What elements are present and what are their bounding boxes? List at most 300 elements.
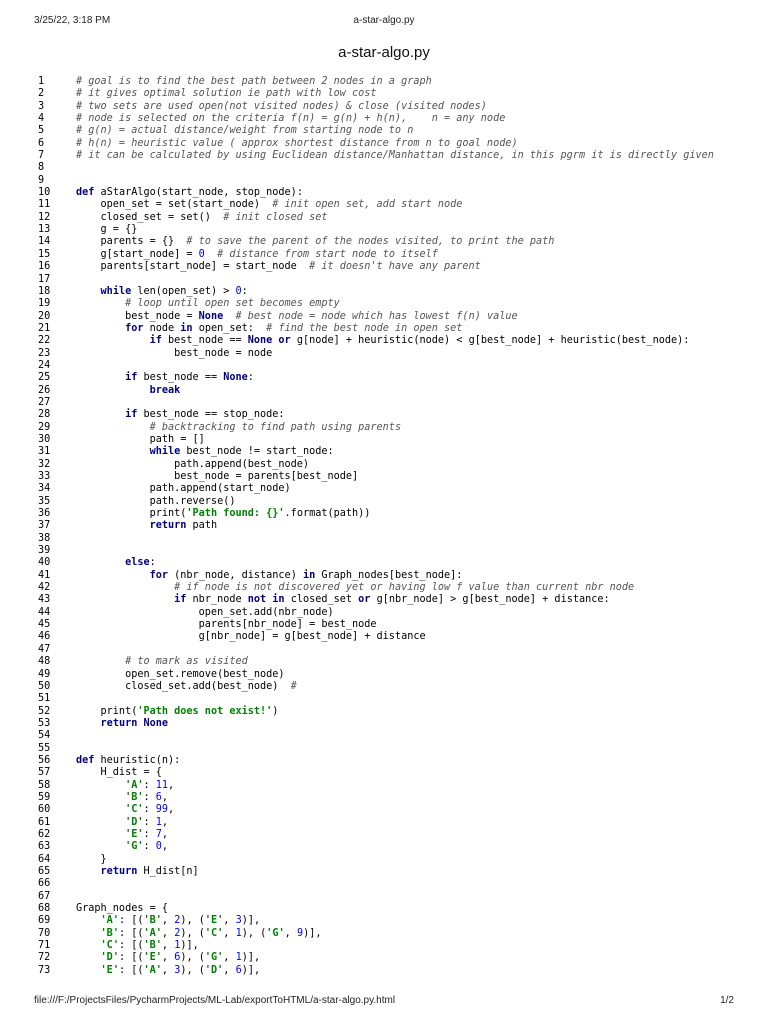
- code-line: [38, 915, 748, 927]
- code-token: open_set = set(start_node): [76, 199, 273, 211]
- code-line: [38, 903, 748, 915]
- code-token: 'B': [100, 927, 119, 939]
- code-line: [38, 434, 748, 446]
- code-token: 'Path found: {}': [186, 508, 285, 520]
- code-token: [76, 792, 125, 803]
- code-token: : [(: [118, 940, 144, 952]
- line-number: 64: [38, 853, 51, 865]
- code-token: H_dist[n]: [143, 866, 199, 877]
- line-number: 67: [38, 890, 51, 902]
- line-number: 1: [38, 76, 45, 87]
- line-number: 34: [38, 483, 51, 495]
- code-token: [76, 804, 125, 815]
- code-token: 'G': [204, 952, 224, 964]
- code-line: [38, 335, 748, 347]
- code-token: path: [192, 520, 218, 532]
- line-number: 11: [38, 199, 51, 211]
- line-number: 12: [38, 211, 51, 223]
- code-token: ,: [284, 927, 297, 939]
- code-line: [38, 88, 748, 100]
- code-token: len(open_set) >: [137, 285, 236, 297]
- code-line: [38, 360, 748, 372]
- code-token: ), (: [180, 952, 205, 964]
- code-line: [38, 520, 748, 532]
- code-token: ,: [161, 940, 175, 952]
- code-token: ,: [161, 927, 175, 939]
- code-token: 9: [296, 927, 304, 939]
- code-line: [38, 854, 748, 866]
- code-token: def: [76, 187, 101, 199]
- line-number: 45: [38, 619, 51, 631]
- code-line: [38, 483, 748, 495]
- code-token: while: [149, 446, 187, 458]
- line-number: 62: [38, 828, 51, 840]
- code-token: # goal is to find the best path between 2 nodes in a graph: [76, 76, 432, 87]
- code-token: # it gives optimal solution ie path with low cost: [76, 88, 377, 100]
- code-token: [76, 557, 125, 568]
- code-token: parents[start_node] = start_node: [76, 261, 310, 273]
- code-token: [76, 817, 125, 828]
- code-token: ,: [223, 915, 236, 927]
- code-line: [38, 385, 748, 397]
- code-token: H_dist = {: [76, 767, 162, 779]
- code-token: break: [149, 384, 181, 396]
- code-token: ,: [223, 964, 236, 976]
- code-token: print(: [76, 705, 138, 717]
- code-token: [76, 965, 101, 976]
- code-token: [76, 718, 101, 729]
- code-line: [38, 693, 748, 705]
- code-token: heuristic(n):: [100, 754, 181, 766]
- code-token: # if node is not discovered yet or having low f value than current nbr node: [174, 582, 635, 594]
- code-token: ,: [161, 841, 169, 853]
- code-token: best_node = node: [76, 347, 273, 359]
- code-token: # two sets are used open(not visited nodes) & close (visited nodes): [76, 100, 487, 112]
- line-number: 59: [38, 791, 51, 803]
- code-token: [76, 298, 125, 309]
- line-number: 14: [38, 236, 51, 248]
- code-token: (nbr_node, distance): [174, 569, 303, 581]
- line-number: 46: [38, 631, 51, 643]
- code-token: 'A': [100, 915, 119, 927]
- code-token: if: [125, 372, 144, 384]
- code-token: Graph_nodes[best_node]:: [321, 569, 463, 581]
- code-token: g[start_node] =: [76, 248, 199, 260]
- code-token: # g(n) = actual distance/weight from starting node to n: [76, 125, 414, 137]
- line-number: 43: [38, 594, 51, 606]
- code-token: open_set.add(nbr_node): [76, 606, 334, 618]
- code-token: )],: [241, 952, 261, 964]
- code-token: # best node = node which has lowest f(n) value: [235, 310, 518, 322]
- code-line: [38, 594, 748, 606]
- code-line: [38, 471, 748, 483]
- code-line: [38, 829, 748, 841]
- line-number: 28: [38, 409, 51, 421]
- line-number: 4: [38, 113, 45, 125]
- code-token: 0: [198, 248, 205, 260]
- code-line: [38, 101, 748, 113]
- line-number: 37: [38, 520, 51, 532]
- code-line: [38, 311, 748, 323]
- code-token: )],: [241, 915, 261, 927]
- code-token: [223, 311, 235, 322]
- line-number: 33: [38, 471, 51, 482]
- code-line: [38, 631, 748, 643]
- code-token: [76, 286, 101, 297]
- code-line: [38, 644, 748, 656]
- line-number: 51: [38, 693, 51, 705]
- line-number: 6: [38, 137, 45, 149]
- code-token: }: [76, 853, 107, 865]
- line-number: 53: [38, 717, 51, 729]
- line-number: 2: [38, 88, 45, 100]
- code-listing: [38, 76, 748, 977]
- code-token: 6: [155, 791, 162, 803]
- line-number: 56: [38, 754, 51, 766]
- code-token: parents = {}: [76, 236, 187, 248]
- code-line: [38, 175, 748, 187]
- code-token: in: [180, 322, 199, 334]
- code-token: :: [143, 816, 156, 828]
- code-token: :: [247, 372, 254, 384]
- code-token: )],: [303, 927, 322, 939]
- line-number: 73: [38, 964, 51, 976]
- code-line: [38, 952, 748, 964]
- code-token: 3: [174, 964, 181, 976]
- code-token: 'G': [125, 841, 144, 853]
- code-line: [38, 372, 748, 384]
- code-line: [38, 743, 748, 755]
- code-line: [38, 718, 748, 730]
- code-token: path.reverse(): [76, 495, 236, 507]
- code-token: [76, 656, 125, 667]
- line-number: 22: [38, 335, 51, 347]
- code-token: closed_set = set(): [76, 211, 224, 223]
- code-line: [38, 496, 748, 508]
- code-line: [38, 113, 748, 125]
- code-line: [38, 767, 748, 779]
- line-number: 35: [38, 495, 51, 507]
- code-token: for: [125, 322, 150, 334]
- line-number: 19: [38, 298, 51, 310]
- code-line: [38, 792, 748, 804]
- code-token: :: [143, 779, 156, 791]
- code-token: 'A': [143, 964, 162, 976]
- code-token: : [(: [118, 964, 144, 976]
- line-number: 9: [38, 174, 45, 186]
- code-token: for: [149, 569, 175, 581]
- code-token: or: [358, 594, 377, 606]
- code-token: node: [149, 322, 181, 334]
- code-line: [38, 422, 748, 434]
- code-line: [38, 459, 748, 471]
- code-line: [38, 533, 748, 545]
- code-token: g[node] + heuristic(node) < g[best_node] + heuristic(best_node):: [296, 335, 690, 347]
- code-line: [38, 298, 748, 310]
- code-line: [38, 755, 748, 767]
- code-token: # loop until open set becomes empty: [125, 298, 340, 310]
- code-token: [76, 446, 150, 457]
- code-token: g[nbr_node] > g[best_node] + distance:: [376, 594, 610, 606]
- code-token: best_node = parents[best_node]: [76, 471, 359, 482]
- line-number: 58: [38, 779, 51, 791]
- line-number: 60: [38, 804, 51, 816]
- code-line: [38, 656, 748, 668]
- code-line: [38, 323, 748, 335]
- code-line: [38, 965, 748, 977]
- code-line: [38, 681, 748, 693]
- line-number: 54: [38, 730, 51, 742]
- code-line: [38, 780, 748, 792]
- code-token: : [(: [118, 915, 144, 927]
- code-token: [76, 915, 101, 926]
- code-token: # distance from start node to itself: [217, 248, 438, 260]
- code-line: [38, 286, 748, 298]
- line-number: 20: [38, 310, 51, 322]
- code-token: 0: [155, 841, 162, 853]
- code-token: while: [100, 285, 138, 297]
- line-number: 48: [38, 656, 51, 668]
- code-line: [38, 274, 748, 286]
- code-line: [38, 669, 748, 681]
- line-number: 29: [38, 421, 51, 433]
- code-token: [76, 582, 174, 593]
- code-line: [38, 409, 748, 421]
- code-token: best_node ==: [143, 372, 224, 384]
- line-number: 3: [38, 100, 45, 112]
- code-token: :: [241, 285, 248, 297]
- line-number: 71: [38, 940, 51, 952]
- code-token: :: [143, 791, 156, 803]
- code-token: .format(path)): [284, 508, 371, 520]
- code-token: # to save the parent of the nodes visited, to print the path: [186, 236, 555, 248]
- code-line: [38, 582, 748, 594]
- code-line: [38, 187, 748, 199]
- code-token: ,: [161, 828, 169, 840]
- code-line: [38, 224, 748, 236]
- line-number: 69: [38, 915, 51, 927]
- code-line: [38, 804, 748, 816]
- code-token: open_set.remove(best_node): [76, 668, 285, 680]
- code-token: Graph_nodes = {: [76, 903, 169, 915]
- code-token: 'E': [143, 952, 162, 964]
- code-token: 6: [235, 964, 242, 976]
- line-number: 65: [38, 866, 51, 877]
- print-datetime: 3/25/22, 3:18 PM: [34, 15, 111, 26]
- code-token: return: [149, 520, 193, 532]
- code-line: [38, 162, 748, 174]
- code-token: 1: [235, 927, 242, 939]
- line-number: 25: [38, 372, 51, 384]
- code-token: 'E': [100, 964, 119, 976]
- line-number: 66: [38, 878, 51, 890]
- line-number: 26: [38, 384, 51, 396]
- code-token: 1: [174, 940, 181, 952]
- code-line: [38, 138, 748, 150]
- code-token: 'B': [143, 915, 162, 927]
- code-line: [38, 397, 748, 409]
- line-number: 38: [38, 532, 51, 544]
- line-number: 55: [38, 742, 51, 754]
- line-number: 8: [38, 162, 45, 174]
- code-token: [76, 335, 150, 346]
- line-number: 70: [38, 927, 51, 939]
- code-token: : [(: [118, 927, 144, 939]
- code-token: 'Path does not exist!': [137, 705, 273, 717]
- code-token: else: [125, 557, 150, 569]
- line-number: 44: [38, 606, 51, 618]
- code-token: 7: [155, 828, 162, 840]
- code-token: 'B': [125, 791, 144, 803]
- code-token: if: [149, 335, 169, 347]
- line-number: 52: [38, 705, 51, 717]
- line-number: 31: [38, 446, 51, 458]
- code-token: best_node == stop_node:: [143, 409, 285, 421]
- code-token: 'E': [204, 915, 224, 927]
- code-token: )],: [241, 964, 261, 976]
- code-token: ,: [223, 952, 236, 964]
- page-title: a-star-algo.py: [338, 44, 430, 61]
- code-token: [76, 594, 174, 605]
- code-token: [76, 866, 101, 877]
- code-token: g[nbr_node] = g[best_node] + distance: [76, 631, 426, 643]
- code-line: [38, 348, 748, 360]
- code-line: [38, 249, 748, 261]
- code-line: [38, 841, 748, 853]
- code-token: )],: [180, 940, 199, 952]
- code-token: [76, 829, 125, 840]
- code-token: :: [143, 841, 156, 853]
- code-line: [38, 940, 748, 952]
- code-token: 'D': [100, 952, 119, 964]
- code-line: [38, 236, 748, 248]
- line-number: 27: [38, 396, 51, 408]
- code-token: in: [302, 569, 322, 581]
- code-line: [38, 446, 748, 458]
- line-number: 32: [38, 458, 51, 470]
- code-line: [38, 607, 748, 619]
- code-line: [38, 570, 748, 582]
- code-token: if: [125, 409, 144, 421]
- code-token: ), (: [241, 927, 267, 939]
- code-line: [38, 125, 748, 137]
- code-token: path.append(start_node): [76, 483, 291, 495]
- code-line: [38, 508, 748, 520]
- footer-page-number: 1/2: [720, 995, 734, 1006]
- line-number: 49: [38, 668, 51, 680]
- code-token: 6: [174, 952, 181, 964]
- code-token: or: [278, 335, 297, 347]
- line-number: 15: [38, 248, 51, 260]
- code-token: [76, 570, 150, 581]
- code-token: ,: [161, 952, 175, 964]
- code-token: 'C': [204, 927, 224, 939]
- code-token: path = []: [76, 433, 205, 445]
- code-token: # init closed set: [223, 211, 328, 223]
- code-line: [38, 891, 748, 903]
- code-token: open_set:: [198, 322, 267, 334]
- code-line: [38, 706, 748, 718]
- code-token: None: [198, 310, 224, 322]
- code-token: parents[nbr_node] = best_node: [76, 619, 377, 631]
- code-line: [38, 557, 748, 569]
- code-line: [38, 76, 748, 88]
- code-token: 'C': [100, 940, 119, 952]
- code-token: [76, 952, 101, 963]
- code-line: [38, 199, 748, 211]
- code-line: [38, 545, 748, 557]
- code-token: if: [174, 594, 193, 606]
- code-token: ,: [161, 791, 169, 803]
- code-token: ,: [161, 816, 169, 828]
- code-token: # it doesn't have any parent: [309, 261, 481, 273]
- code-token: # to mark as visited: [125, 656, 248, 668]
- code-token: ,: [168, 804, 175, 816]
- line-number: 30: [38, 433, 51, 445]
- code-token: # it can be calculated by using Euclidean distance/Manhattan distance, in this pgrm it is directly given: [76, 150, 714, 162]
- code-token: ), (: [180, 927, 205, 939]
- code-token: [76, 841, 125, 852]
- code-token: [76, 385, 150, 396]
- code-line: [38, 866, 748, 878]
- code-token: return None: [100, 717, 169, 729]
- code-token: print(: [76, 508, 187, 520]
- code-token: None: [223, 372, 248, 384]
- code-token: path.append(best_node): [76, 458, 310, 470]
- code-token: 'A': [143, 927, 162, 939]
- code-token: 'G': [266, 927, 285, 939]
- code-token: ,: [223, 927, 236, 939]
- line-number: 10: [38, 187, 51, 199]
- line-number: 42: [38, 582, 51, 594]
- code-token: [76, 928, 101, 939]
- code-token: nbr_node: [192, 594, 248, 606]
- code-token: # node is selected on the criteria f(n) = g(n) + h(n), n = any node: [76, 113, 506, 125]
- line-number: 72: [38, 952, 51, 964]
- line-number: 5: [38, 125, 45, 137]
- line-number: 41: [38, 569, 51, 581]
- code-token: ,: [161, 915, 175, 927]
- code-token: 'C': [125, 804, 144, 816]
- code-token: def: [76, 754, 101, 766]
- code-token: 'A': [125, 779, 144, 791]
- code-token: # find the best node in open set: [266, 322, 463, 334]
- code-token: :: [143, 828, 156, 840]
- print-doc-title: a-star-algo.py: [353, 15, 415, 26]
- line-number: 40: [38, 557, 51, 569]
- code-token: [205, 249, 217, 260]
- code-token: :: [149, 557, 156, 569]
- code-token: best_node ==: [168, 335, 248, 347]
- code-token: ,: [161, 964, 175, 976]
- code-line: [38, 150, 748, 162]
- code-token: #: [290, 680, 297, 692]
- code-line: [38, 261, 748, 273]
- line-number: 39: [38, 545, 51, 557]
- code-line: [38, 817, 748, 829]
- code-token: 0: [235, 285, 242, 297]
- code-token: [76, 520, 150, 531]
- line-number: 24: [38, 359, 51, 371]
- code-token: closed_set.add(best_node): [76, 680, 291, 692]
- code-token: 2: [174, 927, 181, 939]
- code-token: 'E': [125, 828, 144, 840]
- line-number: 57: [38, 767, 51, 779]
- line-number: 61: [38, 816, 51, 828]
- code-token: : [(: [118, 952, 144, 964]
- code-token: :: [143, 804, 156, 816]
- code-line: [38, 212, 748, 224]
